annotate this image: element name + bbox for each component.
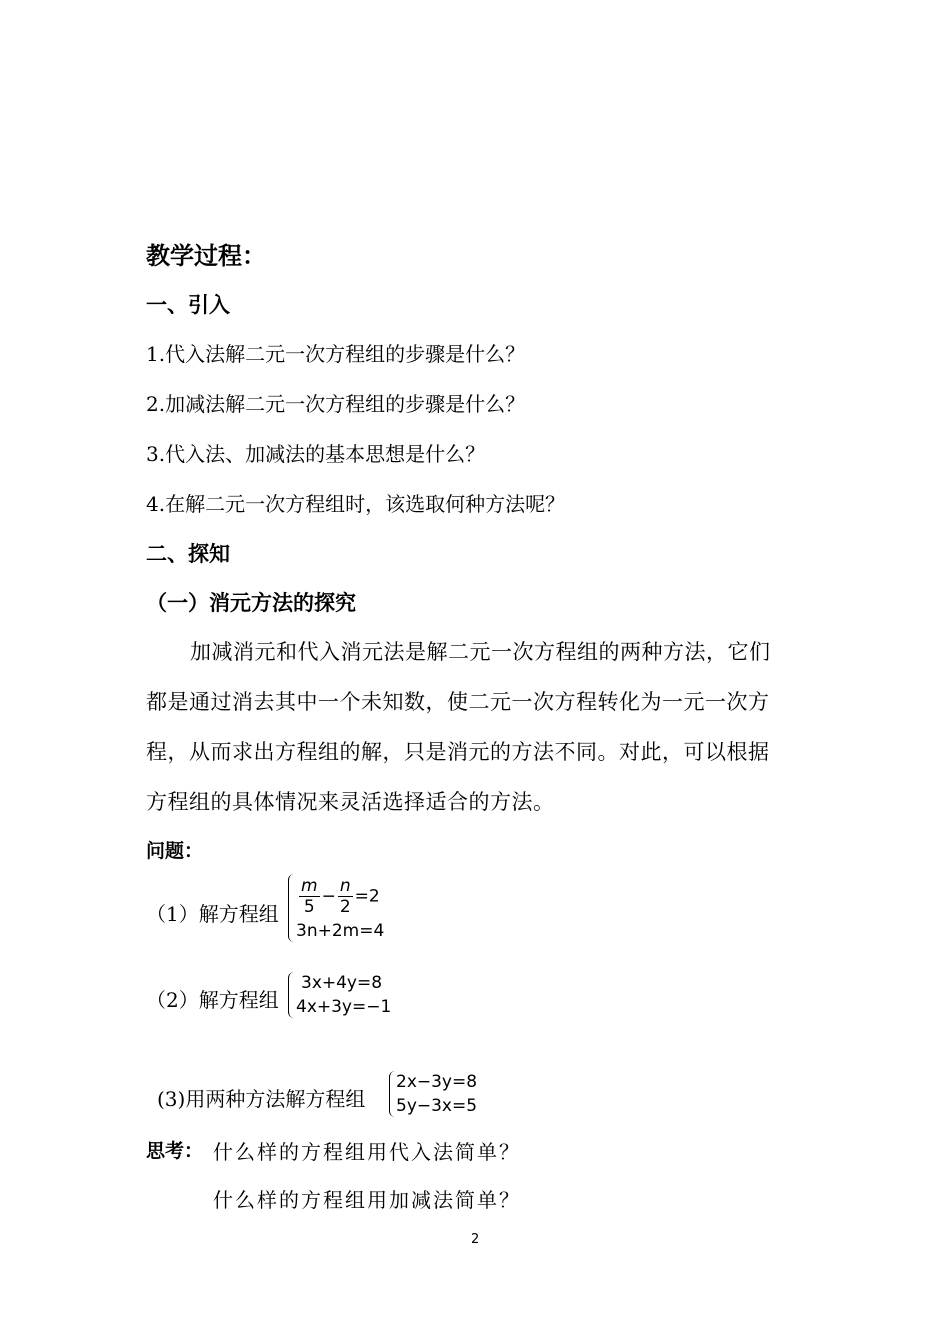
paragraph-line-1: 加减消元和代入消元法是解二元一次方程组的两种方法，它们 [190, 640, 771, 664]
section-heading-explore: 二、探知 [146, 542, 230, 566]
question-2-brace [288, 972, 295, 1018]
question-1-brace [288, 874, 295, 942]
question-3-label: (3)用两种方法解方程组 [157, 1087, 366, 1111]
questions-label: 问题： [146, 840, 204, 862]
think-question-1: 什么样的方程组用代入法简单？ [213, 1140, 521, 1164]
question-2-equation-2: 4x+3y=−1 [296, 997, 392, 1017]
think-label: 思考： [146, 1140, 204, 1162]
paragraph-line-4: 方程组的具体情况来灵活选择适合的方法。 [146, 790, 555, 814]
paragraph-line-2: 都是通过消去其中一个未知数，使二元一次方程转化为一元一次方 [146, 690, 770, 714]
question-2-equation-1: 3x+4y=8 [301, 973, 383, 993]
subsection-heading: （一）消元方法的探究 [146, 591, 356, 615]
paragraph-line-3: 程，从而求出方程组的解，只是消元的方法不同。对此，可以根据 [146, 740, 770, 764]
intro-item-4: 4.在解二元一次方程组时，该选取何种方法呢？ [146, 492, 566, 516]
question-3-equation-1: 2x−3y=8 [396, 1072, 478, 1092]
question-3-brace [389, 1071, 396, 1117]
question-1-equation-2: 3n+2m=4 [296, 921, 385, 941]
question-3-equation-2: 5y−3x=5 [396, 1096, 478, 1116]
page-title: 教学过程： [146, 242, 266, 270]
section-heading-intro: 一、引入 [146, 293, 230, 317]
intro-item-3: 3.代入法、加减法的基本思想是什么？ [146, 442, 486, 466]
question-1-label: （1）解方程组 [146, 902, 279, 926]
intro-item-1: 1.代入法解二元一次方程组的步骤是什么？ [146, 342, 526, 366]
think-question-2: 什么样的方程组用加减法简单？ [213, 1188, 521, 1212]
intro-item-2: 2.加减法解二元一次方程组的步骤是什么？ [146, 392, 526, 416]
page-number: 2 [471, 1232, 480, 1247]
question-2-label: （2）解方程组 [146, 988, 279, 1012]
question-1-equation-1: $\frac{m}{5}$ − $\frac{n}{2}$ =2 [301, 876, 380, 917]
